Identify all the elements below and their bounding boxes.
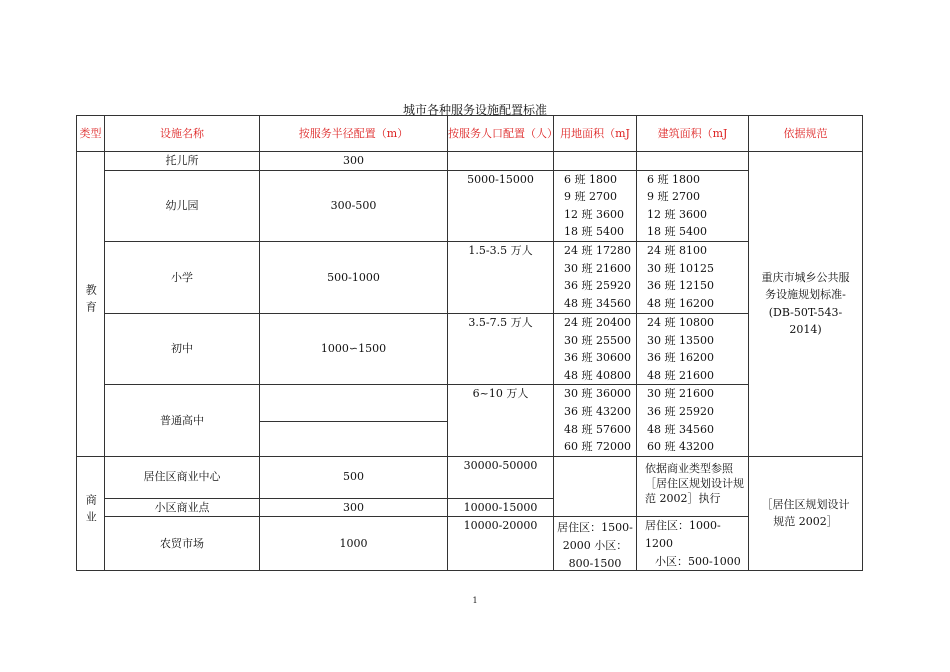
building-area: 30 班 21600 36 班 25920 48 班 34560 60 班 43200 [637,385,749,456]
service-population: 6~10 万人 [448,385,554,456]
service-radius: 1000 [260,517,448,571]
land-area: 24 班 20400 30 班 25500 36 班 30600 48 班 40800 [554,313,637,384]
table-row [77,241,863,313]
service-population: 10000-20000 [448,517,554,571]
header-type: 类型 [77,116,105,152]
building-area: 6 班 1800 9 班 2700 12 班 3600 18 班 5400 [637,170,749,241]
table-row [77,152,863,171]
service-radius: 300 [260,498,448,517]
service-population: 5000-15000 [448,170,554,241]
header-facility-name: 设施名称 [105,116,260,152]
facility-name: 小学 [105,241,260,313]
facility-name: 居住区商业中心 [105,456,260,498]
service-population: 30000-50000 [448,456,554,498]
land-area [554,152,637,171]
service-population: 3.5-7.5 万人 [448,313,554,384]
table-row [77,313,863,384]
facility-name: 小区商业点 [105,498,260,517]
service-radius-sub [260,422,448,457]
land-area: 居住区：1500-2000 小区：800-1500 [554,517,637,571]
building-area: 居住区：1000-1200 小区：500-1000 [637,517,749,571]
header-building-area: 建筑面积（mJ [637,116,749,152]
table-row [77,385,863,422]
facility-name: 托儿所 [105,152,260,171]
service-radius: 500 [260,456,448,498]
land-area [554,456,637,517]
category-education: 教育 [77,152,105,457]
service-radius: 300-500 [260,170,448,241]
table-header-row [77,116,863,152]
service-population: 1.5-3.5 万人 [448,241,554,313]
service-radius: 300 [260,152,448,171]
document-title: 城市各种服务设施配置标准 [402,103,547,117]
table-row [77,170,863,241]
header-service-radius: 按服务半径配置（m） [260,116,448,152]
facility-standard-table [76,115,863,571]
building-area: 24 班 8100 30 班 10125 36 班 12150 48 班 16200 [637,241,749,313]
service-radius: 500-1000 [260,241,448,313]
rule-commerce: ［居住区规划设计规范 2002］ [749,456,863,570]
header-land-area: 用地面积（mJ [554,116,637,152]
building-area: 24 班 10800 30 班 13500 36 班 16200 48 班 21600 [637,313,749,384]
building-area [637,152,749,171]
category-commerce: 商业 [77,456,105,570]
table-row [77,456,863,498]
building-area: 依据商业类型参照［居住区规划设计规范 2002］执行 [637,456,749,517]
service-population: 10000-15000 [448,498,554,517]
page-number: 1 [472,596,478,605]
facility-name: 初中 [105,313,260,384]
service-radius: 1000∽1500 [260,313,448,384]
land-area: 30 班 36000 36 班 43200 48 班 57600 60 班 72000 [554,385,637,456]
header-service-population: 按服务人口配置（人） [448,116,554,152]
header-rule: 依据规范 [749,116,863,152]
service-population [448,152,554,171]
facility-name: 农贸市场 [105,517,260,571]
land-area: 6 班 1800 9 班 2700 12 班 3600 18 班 5400 [554,170,637,241]
facility-name: 普通高中 [105,385,260,456]
table-row [77,517,863,571]
rule-education: 重庆市城乡公共服务设施规划标准-(DB-50T-543-2014) [749,152,863,457]
facility-name: 幼儿园 [105,170,260,241]
land-area: 24 班 17280 30 班 21600 36 班 25920 48 班 34560 [554,241,637,313]
service-radius [260,385,448,422]
